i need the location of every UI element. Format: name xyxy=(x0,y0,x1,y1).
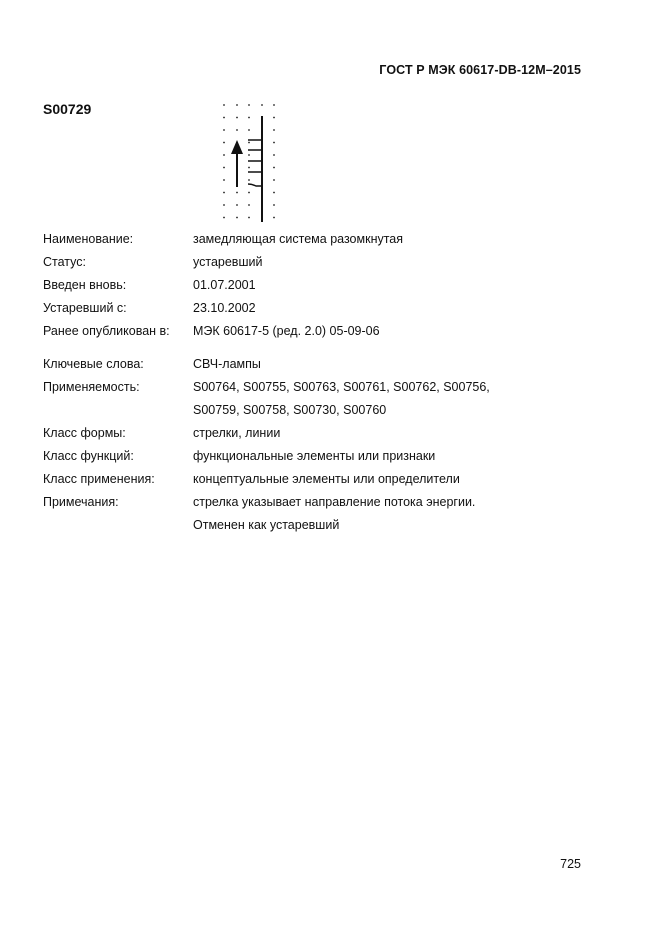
status-value: устаревший xyxy=(193,254,263,269)
grid-dot xyxy=(273,179,275,181)
grid-dot xyxy=(236,117,238,119)
grid-dot xyxy=(223,204,225,206)
grid-dot xyxy=(273,204,275,206)
grid-dot xyxy=(248,167,250,169)
grid-dot xyxy=(273,167,275,169)
introduced-value: 01.07.2001 xyxy=(193,277,256,292)
notes-value-2: Отменен как устаревший xyxy=(193,517,340,532)
grid-dot xyxy=(273,117,275,119)
introduced-label: Введен вновь: xyxy=(43,277,127,292)
application-class-value: концептуальные элементы или определители xyxy=(193,471,460,486)
attribute-table xyxy=(43,227,490,536)
grid-dot xyxy=(236,204,238,206)
function-class-value: функциональные элементы или признаки xyxy=(193,448,436,463)
name-value: замедляющая система разомкнутая xyxy=(193,231,404,246)
applicability-value-2: S00759, S00758, S00730, S00760 xyxy=(193,402,387,417)
grid-dot xyxy=(248,217,250,219)
notes-label: Примечания: xyxy=(43,494,119,509)
notes-value-1: стрелка указывает направление потока энергии. xyxy=(193,494,476,509)
published-value: МЭК 60617-5 (ред. 2.0) 05-09-06 xyxy=(193,323,380,338)
row-keywords xyxy=(43,352,490,375)
grid-dot xyxy=(223,167,225,169)
keywords-value: СВЧ-лампы xyxy=(193,356,261,371)
application-class-label: Класс применения: xyxy=(43,471,155,486)
applicability-value-1: S00764, S00755, S00763, S00761, S00762, S00756, xyxy=(193,379,490,394)
grid-dot xyxy=(248,117,250,119)
row-obsolete xyxy=(43,296,490,319)
grid-dot xyxy=(273,104,275,106)
published-label: Ранее опубликован в: xyxy=(43,323,170,338)
keywords-label: Ключевые слова: xyxy=(43,356,144,371)
form-class-label: Класс формы: xyxy=(43,425,126,440)
row-function-class xyxy=(43,444,490,467)
grid-dot xyxy=(223,142,225,144)
grid-dot xyxy=(273,129,275,131)
grid-dot xyxy=(236,129,238,131)
slow-wave-structure-open-icon xyxy=(218,100,280,225)
row-name xyxy=(43,227,490,250)
obsolete-value: 23.10.2002 xyxy=(193,300,256,315)
grid-dot xyxy=(223,192,225,194)
row-applicability xyxy=(43,375,490,398)
symbol-code: S00729 xyxy=(43,101,92,117)
status-label: Статус: xyxy=(43,254,86,269)
document-header: ГОСТ Р МЭК 60617-DB-12M–2015 xyxy=(379,63,581,77)
arrow-head xyxy=(231,140,243,154)
name-label: Наименование: xyxy=(43,231,134,246)
row-applicability-cont xyxy=(43,398,490,421)
grid-dot xyxy=(248,192,250,194)
grid-dot xyxy=(273,154,275,156)
row-notes xyxy=(43,490,490,513)
page-number: 725 xyxy=(560,857,581,871)
grid-dot xyxy=(248,154,250,156)
grid-dot xyxy=(261,104,263,106)
form-class-value: стрелки, линии xyxy=(193,425,281,440)
grid-dot xyxy=(223,117,225,119)
obsolete-label: Устаревший с: xyxy=(43,300,127,315)
grid-dot xyxy=(248,204,250,206)
grid-dot xyxy=(273,142,275,144)
stub-5 xyxy=(248,184,262,186)
grid-dot xyxy=(248,129,250,131)
grid-dot xyxy=(223,129,225,131)
grid-dot xyxy=(223,179,225,181)
function-class-label: Класс функций: xyxy=(43,448,134,463)
row-notes-cont xyxy=(43,513,490,536)
grid-dot xyxy=(223,154,225,156)
grid-dot xyxy=(236,217,238,219)
row-introduced xyxy=(43,273,490,296)
grid-dot xyxy=(236,104,238,106)
grid-dot xyxy=(248,104,250,106)
row-published xyxy=(43,319,490,342)
grid-dot xyxy=(223,104,225,106)
grid-dot xyxy=(273,192,275,194)
grid-dot xyxy=(248,142,250,144)
row-form-class xyxy=(43,421,490,444)
grid-dot xyxy=(273,217,275,219)
grid-dot xyxy=(248,179,250,181)
row-application-class xyxy=(43,467,490,490)
applicability-label: Применяемость: xyxy=(43,379,140,394)
grid-dot xyxy=(236,192,238,194)
row-status xyxy=(43,250,490,273)
grid-dot xyxy=(223,217,225,219)
